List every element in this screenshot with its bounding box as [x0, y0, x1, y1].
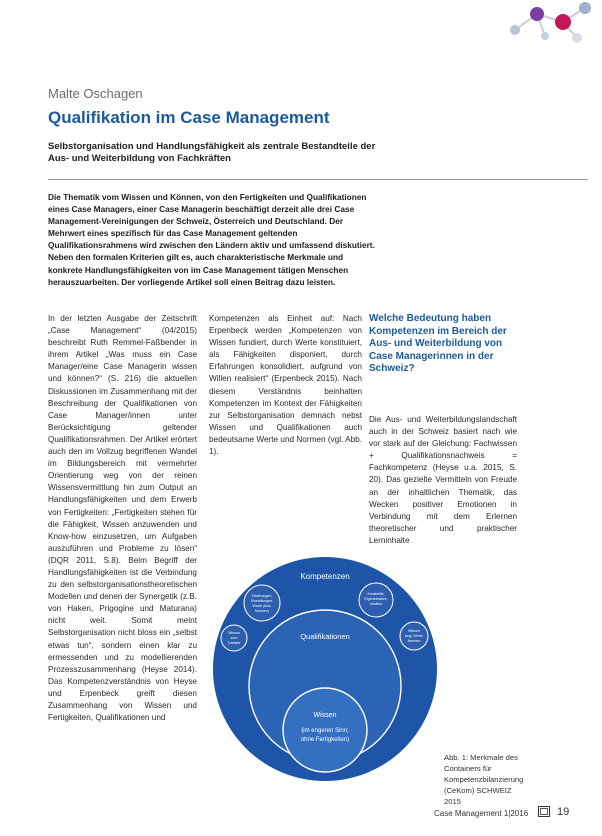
- label-wissen-sub-1: (im engeren Sinn;: [301, 728, 349, 734]
- section-heading: Welche Bedeutung haben Kompetenzen im Bereich der Aus- und Weiterbildung von Case Managerinnen in der Schweiz?: [369, 313, 507, 374]
- label-tl-4: Normen): [255, 609, 269, 613]
- label-wissen: Wissen: [313, 712, 337, 719]
- footer-journal: Case Management 1|2016: [434, 809, 529, 818]
- label-qualifikationen: Qualifikationen: [300, 632, 350, 641]
- lead-paragraph: Die Thematik vom Wissen und Können, von den Fertigkeiten und Qualifikationen eines Case Managers, einer Case Managerin beschäftigt derzeit alle drei Case Management-Vereinigungen der Schweiz, Österreich und Deutschland. Der Mehrwert eines spezifisch für das Case Management geltenden Qualifikationsrahmens wird zwischen den Ländern aktiv und umfassend diskutiert. Neben den formalen Kriterien gilt es, auch charakteristische Merkmale und konkrete Handlungsfähigkeiten von im Case Management tätigen Menschen herauszuarbeiten. Der vorliegende Artikel soll einen Beitrag dazu leisten.: [48, 192, 375, 287]
- label-tl-2: Einstellungen,: [250, 599, 274, 603]
- label-kompetenzen: Kompetenzen: [300, 572, 350, 581]
- article-title: Qualifikation im Case Management: [48, 108, 330, 127]
- competence-diagram: [212, 555, 438, 783]
- page-icon: [538, 806, 550, 817]
- page-number: 19: [557, 806, 570, 818]
- label-tl-1: Erfahrungen,: [251, 594, 273, 598]
- label-tl-3: Werte (bzw.: [252, 604, 272, 608]
- label-r-2: bzgl. Werte: [404, 634, 424, 638]
- figure-caption: Abb. 1: Merkmale des Containers für Kompetenzbilanzierung (CeKom) SCHWEIZ 2015: [444, 753, 524, 806]
- divider: [48, 179, 588, 180]
- body-column-3: Die Aus- und Weiterbildungslandschaft auch in der Schweiz basiert nach wie vor stark auf der Gleichung: Fachwissen + Qualifikationsnachweis = Fachkompetenz (Heyse u.a. 2015, S. 20). Das gezielte Vermitteln von Freude an der inhaltlichen Thematik, das Wecken positiver Emotionen in Verbindung mit dem Erlernen theoretischer und praktischer Lerninhalte: [369, 415, 517, 545]
- author: Malte Oschagen: [48, 86, 143, 101]
- label-r-3: Normen: [407, 639, 421, 643]
- article-subtitle: Selbstorganisation und Handlungsfähigkeit als zentrale Bestandteile der Aus- und Weiterbildung von Fachkräften: [48, 141, 376, 164]
- label-l-3: Transfer: [227, 641, 241, 645]
- label-l-1: Wissen: [228, 631, 240, 635]
- label-tr-2: Eigeninitiative,: [364, 597, 388, 601]
- label-tr-1: Kreativität,: [367, 592, 385, 596]
- label-l-2: zum: [230, 636, 238, 640]
- label-tr-3: Intuition: [369, 602, 383, 606]
- molecule-decoration: [505, 0, 602, 45]
- label-wissen-sub-2: ohne Fertigkeiten): [300, 737, 350, 743]
- body-column-2: Kompetenzen als Einheit auf: Nach Erpenbeck werden „Kompetenzen von Wissen fundiert, durch Werte konstituiert, als Fähigkeiten disponiert, durch Erfahrungen konsolidiert, aufgrund von Willen realisiert“ (Erpenbeck 2015). Nach diesem Verständnis beinhalten Kompetenzen im Kontext der Fähigkeiten zur Selbstorganisation demnach nebst Wissen und Qualifikationen auch bedeutsame Werte und Normen (vgl. Abb. 1).: [209, 314, 362, 457]
- small-circle-top-left: [244, 585, 280, 621]
- label-r-1: Wissen: [408, 629, 420, 633]
- body-column-1: In der letzten Ausgabe der Zeitschrift „Case Management“ (04/2015) beschreibt Ruth Remmel-Faßbender in ihrem Artikel „Was muss ein Case Manager/eine Case Managerin wissen und können?“ (S. 216) die aktuellen Diskussionen im Zusammenhang mit der Beschreibung der Qualifikationen von Case Manager/innen unter Berücksichtigung geltender Qualifikationsrahmen. Der Artikel erörtert auch den im Vollzug begriffenen Wandel im Bildungsbereich mit vermehrter Orientierung weg von der reinen Wissensvermittlung hin zum Output an Handlungsfähigkeiten und dem Erwerb von Fertigkeiten: „Fertigkeiten stehen für die Fähigkeit, Wissen anzuwenden und Know-how einzusetzen, um Aufgaben auszuführen und Probleme zu lösen“ (DQR 2011, S.8). Beim Begriff der Handlungsfähigkeiten ist die Verbindung zu den selbstorganisationstheoretischen Modellen und denen der Synergetik (z.B. von Haken, Prigogine und Maturana) nicht weit. Somit meint Selbstorganisation nicht bloss ein „selbst etwas tun“, sondern einen klar zu ermessenden und zu modellierenden Prozesszusammenhang (Heyse 2014). Das Kompetenzverständnis von Heyse und Erpenbeck greift diesen Zusammenhang von Wissen und Fertigkeiten, Qualifikationen und: [48, 314, 197, 723]
